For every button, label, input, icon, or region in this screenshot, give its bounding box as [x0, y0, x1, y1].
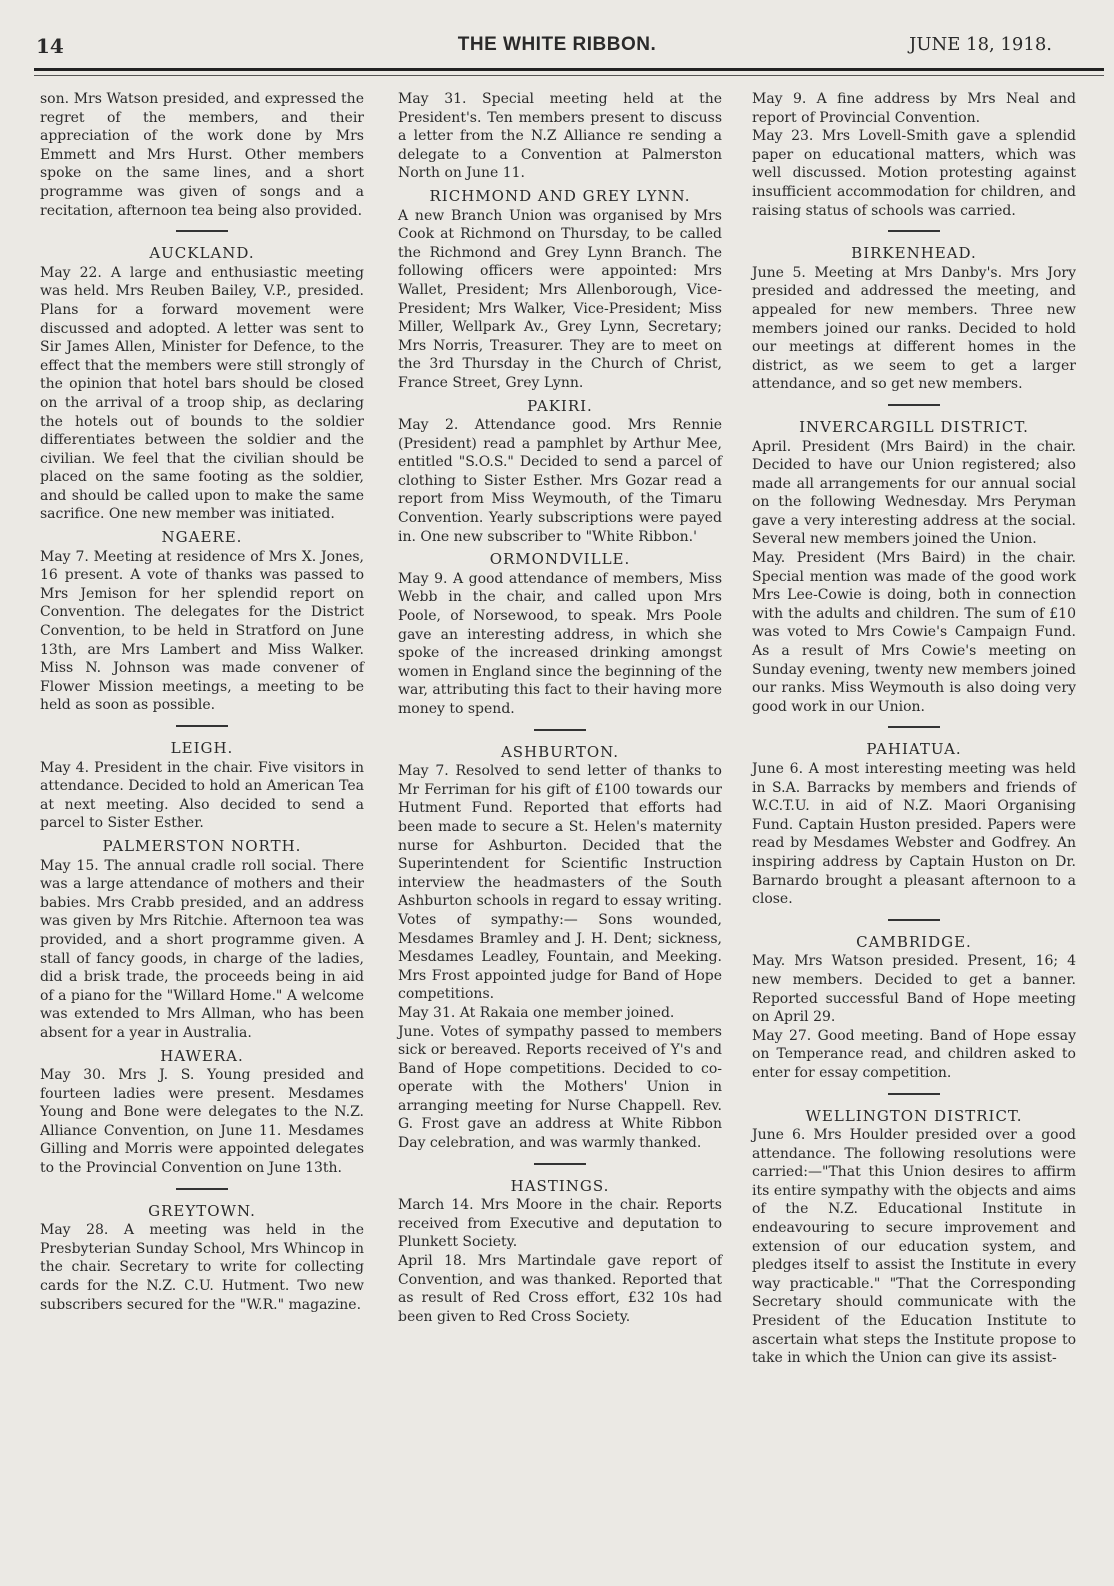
- report-paragraph: April. President (Mrs Baird) in the chair. Decided to have our Union registered; also made all arrangements for our annual social on the following Wednesday. Mrs Peryman gave a very interesting address at the social. Several new members joined the Union.: [752, 438, 1076, 548]
- header-rule-thin: [34, 75, 1104, 76]
- header-rule: [34, 68, 1104, 71]
- report-paragraph: May 23. Mrs Lovell-Smith gave a splendid paper on educational matters, which was well discussed. Motion protesting against insufficient accommodation for children, and raising status of schools was carried.: [752, 128, 1076, 219]
- section-divider: [888, 404, 940, 406]
- branch-heading: HAWERA.: [160, 1046, 244, 1065]
- branch-heading: PAKIRI.: [527, 396, 593, 415]
- branch-heading: LEIGH.: [170, 739, 234, 757]
- report-paragraph: June 6. A most interesting meeting was held in S.A. Barracks by members and friends of W.C.T.U. in aid of N.Z. Maori Organising Fund. Captain Huston presided. Papers were read by Mesdames Webster and Godfrey. An inspiring address by Captain Huston on Dr. Barnardo brought a pleasant afternoon to a close.: [752, 761, 1076, 908]
- branch-heading: GREYTOWN.: [148, 1201, 256, 1220]
- section-divider: [888, 919, 940, 921]
- report-paragraph: son. Mrs Watson presided, and expressed the regret of the members, and their appreciation of the work done by Mrs Emmett and Mrs Hurst. Other members spoke on the same lines, and a short programme was given of songs and a recitation, afternoon tea being also provided.: [40, 91, 364, 219]
- branch-heading: HASTINGS.: [510, 1176, 610, 1195]
- report-paragraph: May 31. At Rakaia one member joined.: [398, 1004, 675, 1021]
- report-paragraph: June 6. Mrs Houlder presided over a good attendance. The following resolutions were carried:—"That this Union desires to affirm its entire sympathy with the objects and aims of the N.Z. Educational Institute in endeavouring to secure improvement and extension of our education system, and pledges itself to assist the Institute in every way practicable." "That the Corresponding Secretary should communicate with the President of the Education Institute to ascertain what steps the Institute propose to take in which the Union can give its assist-: [752, 1127, 1076, 1367]
- column-2: [398, 90, 722, 1326]
- branch-heading: PAHIATUA.: [866, 740, 962, 759]
- report-paragraph: June 5. Meeting at Mrs Danby's. Mrs Jory presided and addressed the meeting, and appealed for new members. Three new members joined our ranks. Decided to hold our meetings at different homes in the district, as we seem to get a larger attendance, and so get new members.: [752, 264, 1076, 393]
- branch-heading: BIRKENHEAD.: [851, 244, 977, 263]
- column-1: [40, 90, 364, 1314]
- report-paragraph: April 18. Mrs Martindale gave report of Convention, and was thanked. Reported that as result of Red Cross effort, £32 10s had been given to Red Cross Society.: [398, 1253, 722, 1325]
- section-divider: [176, 725, 228, 727]
- branch-heading: RICHMOND AND GREY LYNN.: [429, 186, 691, 205]
- report-paragraph: May 27. Good meeting. Band of Hope essay on Temperance read, and children asked to enter for essay competition.: [752, 1027, 1076, 1081]
- column-3: [752, 90, 1076, 1368]
- report-paragraph: May 9. A good attendance of members, Miss Webb in the chair, and called upon Mrs Poole, of Norsewood, to speak. Mrs Poole gave an interesting address, in which she spoke of the increased drinking amongst women in England since the beginning of the war, attributing this fact to their having more money to spend.: [398, 570, 722, 717]
- branch-heading: NGAERE.: [161, 528, 243, 547]
- report-paragraph: March 14. Mrs Moore in the chair. Reports received from Executive and deputation to Plunkett Society.: [398, 1197, 722, 1251]
- branch-heading: PALMERSTON NORTH.: [102, 836, 302, 855]
- section-divider: [888, 230, 940, 232]
- report-paragraph: May 22. A large and enthusiastic meeting was held. Mrs Reuben Bailey, V.P., presided. Plans for a forward movement were discussed and adopted. A letter was sent to Sir James Allen, Minister for Defence, to the effect that the members were still strongly of the opinion that hotel bars should be closed on the arrival of a troop ship, as declaring the hotels out of bounds to the soldier differentiates between the soldier and the civilian. We feel that the civilian should be placed on the same footing as the soldier, and should be called upon to make the same sacrifice. One new member was initiated.: [40, 264, 364, 523]
- report-paragraph: May 30. Mrs J. S. Young presided and fourteen ladies were present. Mesdames Young and Bone were delegates to the N.Z. Alliance Convention, on June 11. Mesdames Gilling and Morris were appointed delegates to the Provincial Convention on June 13th.: [40, 1067, 364, 1177]
- report-paragraph: May 9. A fine address by Mrs Neal and report of Provincial Convention.: [752, 91, 1076, 126]
- section-divider: [888, 1093, 940, 1095]
- branch-heading: WELLINGTON DISTRICT.: [805, 1106, 1023, 1125]
- section-divider: [176, 1188, 228, 1190]
- section-divider: [888, 726, 940, 728]
- branch-heading: ASHBURTON.: [500, 742, 620, 761]
- issue-date: JUNE 18, 1918.: [909, 34, 1052, 55]
- report-paragraph: May 15. The annual cradle roll social. There was a large attendance of mothers and their babies. Mrs Crabb presided, and an address was given by Mrs Ritchie. Afternoon tea was provided, and a short programme given. A stall of fancy goods, in charge of the ladies, did a brisk trade, the proceeds being in aid of a piano for the "Willard Home." A welcome was extended to Mrs Allman, who has been absent for a year in Australia.: [40, 857, 364, 1041]
- report-paragraph: May 28. A meeting was held in the Presbyterian Sunday School, Mrs Whincop in the chair. Secretary to write for collecting cards for the N.Z. C.U. Hutment. Two new subscribers secured for the "W.R." magazine.: [40, 1222, 364, 1313]
- page-number: 14: [36, 34, 64, 58]
- section-divider: [534, 729, 586, 731]
- branch-heading: AUCKLAND.: [149, 244, 255, 263]
- branch-heading: INVERCARGILL DISTRICT.: [799, 417, 1029, 436]
- report-paragraph: May 2. Attendance good. Mrs Rennie (President) read a pamphlet by Arthur Mee, entitled "S.O.S." Decided to send a parcel of clothing to Sister Esther. Mrs Gozar read a report from Miss Weymouth, of the Timaru Convention. Yearly subscriptions were payed in. One new subscriber to "White Ribbon.': [398, 417, 722, 545]
- report-paragraph: May 7. Resolved to send letter of thanks to Mr Ferriman for his gift of £100 towards our Hutment Fund. Reported that efforts had been made to secure a St. Helen's maternity nurse for Ashburton. Decided that the Superintendent for Scientific Instruction interview the headmasters of the South Ashburton schools in regard to essay writing. Votes of sympathy:— Sons wounded, Mesdames Bramley and J. H. Dent; sickness, Mesdames Leadley, Fountain, and Meeking. Mrs Frost appointed judge for Band of Hope competitions.: [398, 763, 722, 1003]
- report-paragraph: May 31. Special meeting held at the President's. Ten members present to discuss a letter from the N.Z Alliance re sending a delegate to a Convention at Palmerston North on June 11.: [398, 91, 722, 182]
- branch-heading: CAMBRIDGE.: [856, 932, 972, 951]
- report-paragraph: May 7. Meeting at residence of Mrs X. Jones, 16 present. A vote of thanks was passed to Mrs Jemison for her splendid report on Convention. The delegates for the District Convention, to be held in Stratford on June 13th, are Mrs Lambert and Miss Walker. Miss N. Johnson was made convener of Flower Mission meetings, a meeting to be held as soon as possible.: [40, 548, 364, 714]
- report-paragraph: May. Mrs Watson presided. Present, 16; 4 new members. Decided to get a banner. Reported successful Band of Hope meeting on April 29.: [752, 953, 1076, 1026]
- report-paragraph: May. President (Mrs Baird) in the chair. Special mention was made of the good work Mrs Lee-Cowie is doing, both in connection with the adults and children. The sum of £10 was voted to Mrs Cowie's Campaign Fund. As a result of Mrs Cowie's meeting on Sunday evening, twenty new members joined our ranks. Miss Weymouth is also doing very good work in our Union.: [752, 550, 1076, 715]
- section-divider: [176, 230, 228, 232]
- report-paragraph: June. Votes of sympathy passed to members sick or bereaved. Reports received of Y's and Band of Hope competitions. Decided to co-operate with the Mothers' Union in arranging meeting for Nurse Chappell. Rev. G. Frost gave an address at White Ribbon Day celebration, and was warmly thanked.: [398, 1023, 722, 1152]
- report-paragraph: A new Branch Union was organised by Mrs Cook at Richmond on Thursday, to be called the Richmond and Grey Lynn Branch. The following officers were appointed: Mrs Wallet, President; Mrs Allenborough, Vice-President; Mrs Walker, Vice-President; Miss Miller, Wellpark Av., Grey Lynn, Secretary; Mrs Norris, Treasurer. They are to meet on the 3rd Thursday in the Church of Christ, France Street, Grey Lynn.: [398, 207, 722, 391]
- section-divider: [534, 1163, 586, 1165]
- report-paragraph: May 4. President in the chair. Five visitors in attendance. Decided to hold an American Tea at next meeting. Also decided to send a parcel to Sister Esther.: [40, 759, 364, 832]
- masthead-title: THE WHITE RIBBON.: [457, 34, 657, 55]
- branch-heading: ORMONDVILLE.: [489, 550, 631, 569]
